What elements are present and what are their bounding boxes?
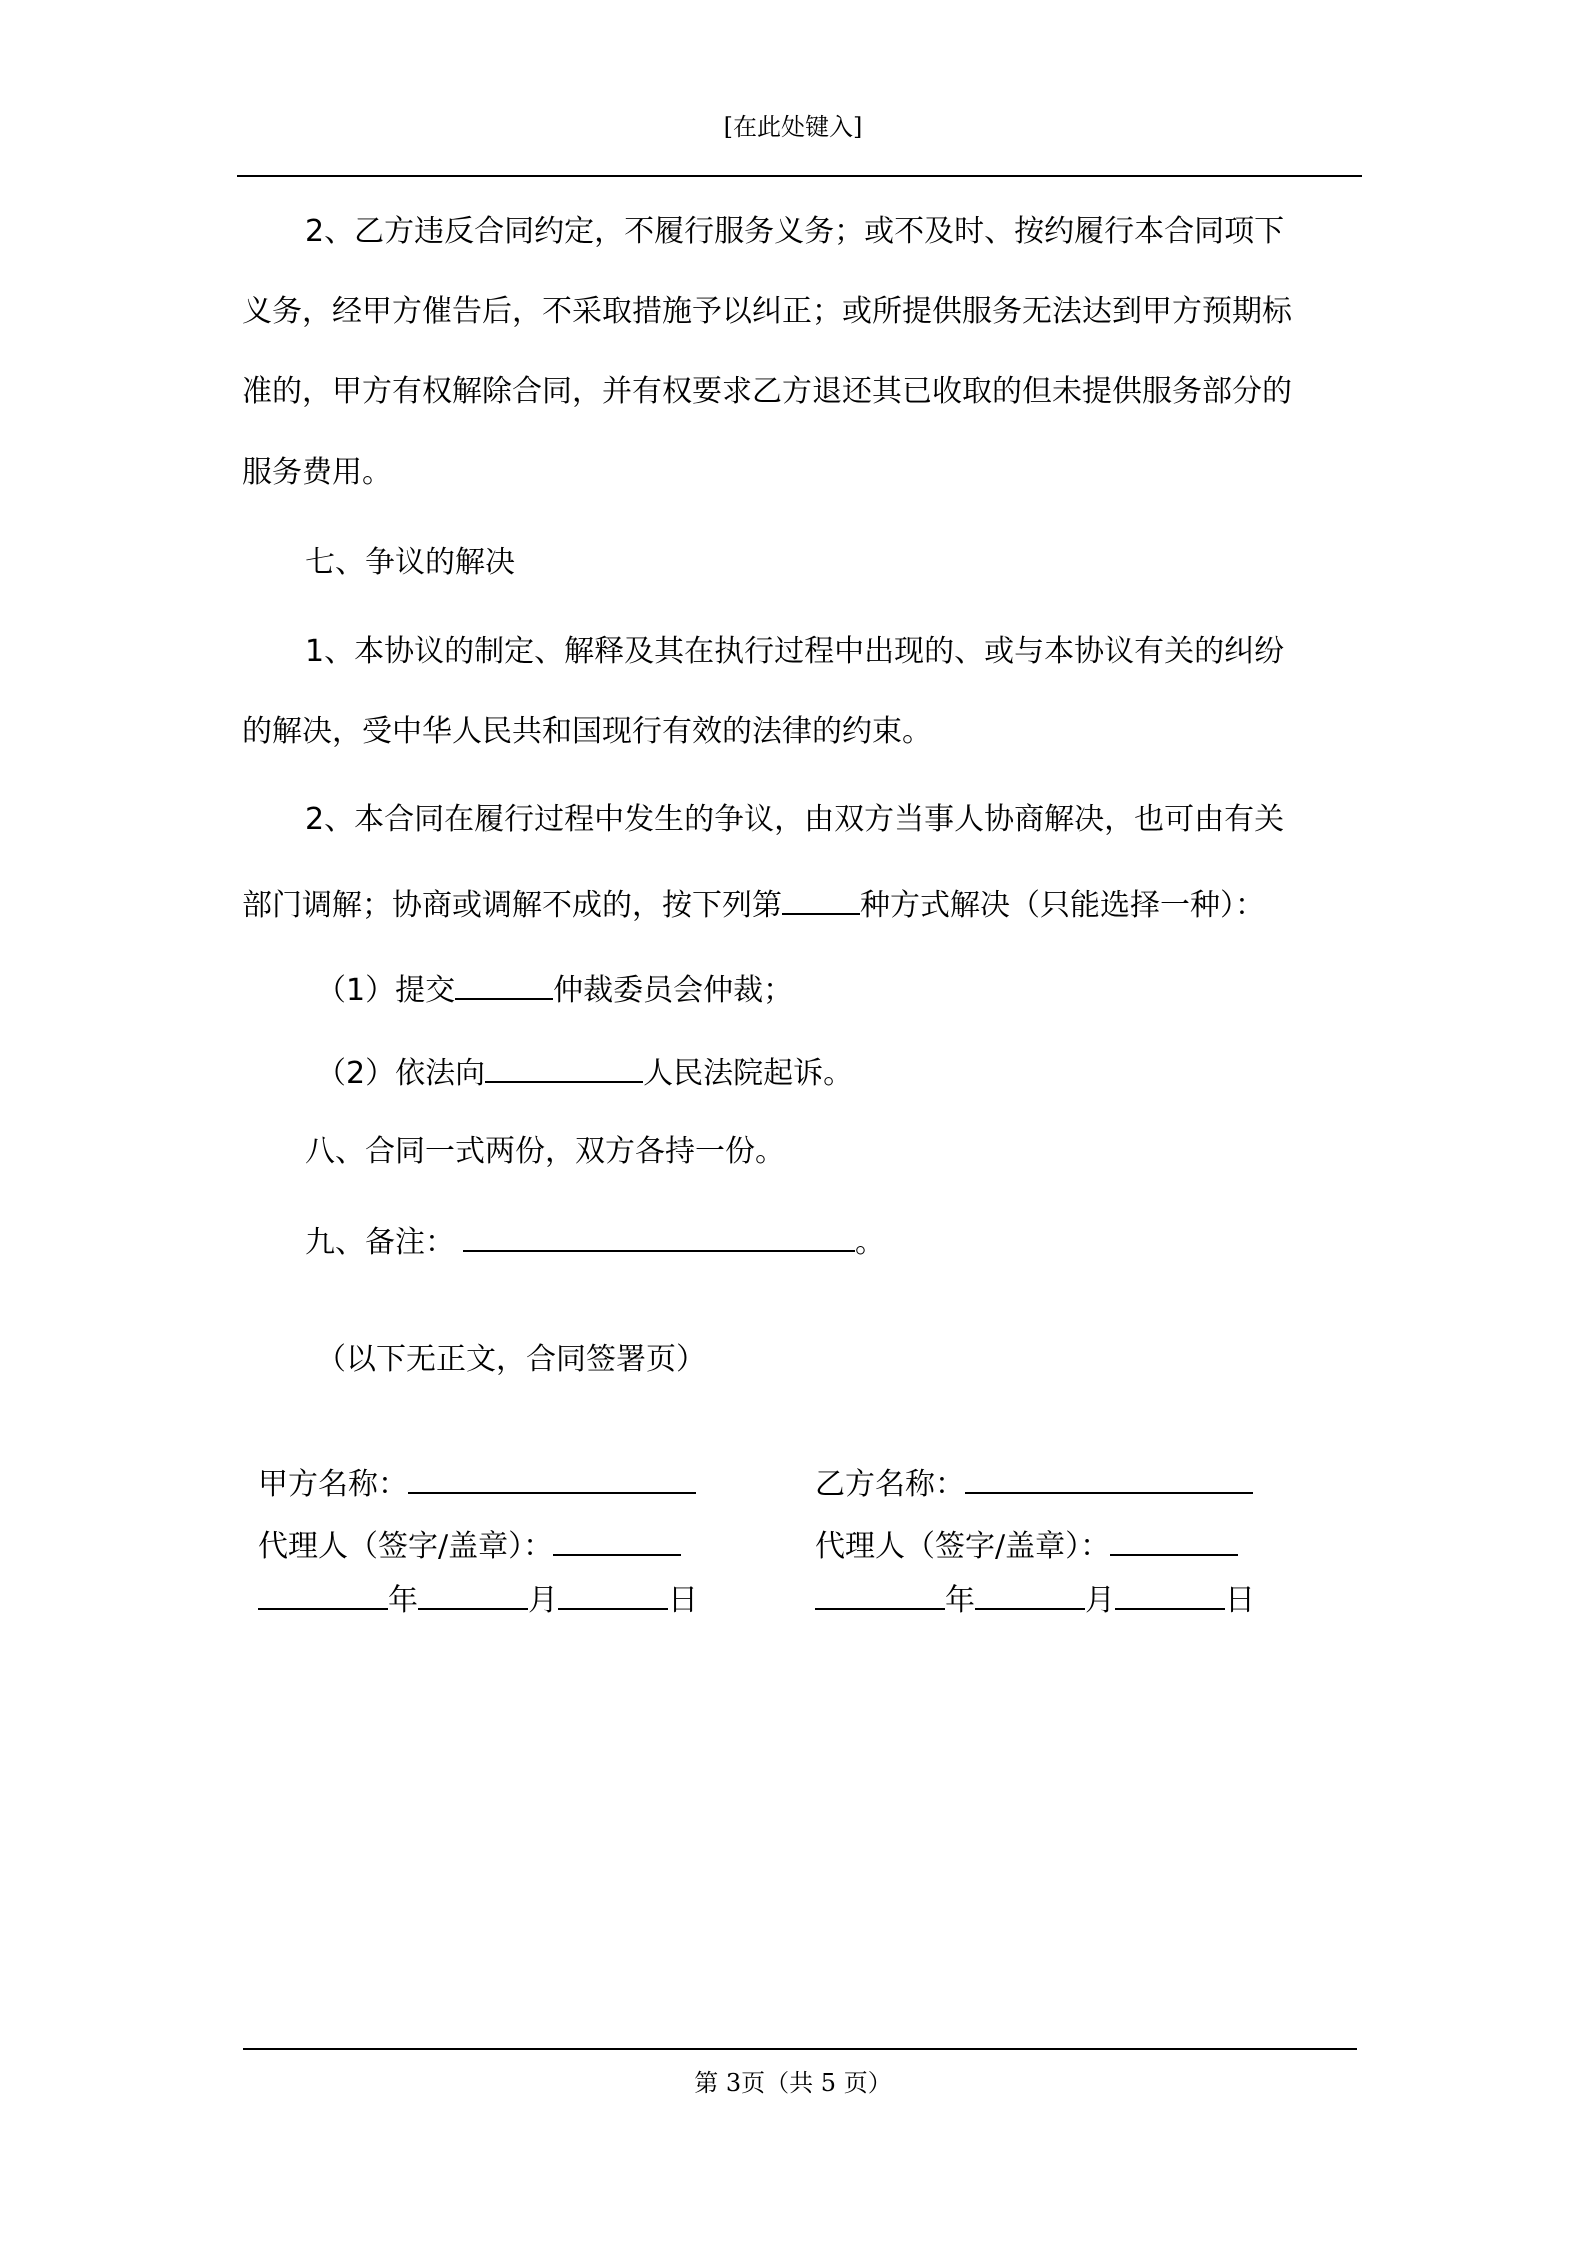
option-1-prefix: （1）提交 bbox=[316, 973, 456, 1008]
clause-7-1-line-2: 的解决，受中华人民共和国现行有效的法律的约束。 bbox=[242, 714, 932, 749]
party-b-name-row bbox=[815, 1460, 1253, 1505]
party-b-date-row bbox=[815, 1576, 1255, 1621]
option-2-line bbox=[316, 1047, 1436, 1094]
party-b-name-label: 乙方名称： bbox=[815, 1467, 965, 1502]
party-a-date-row bbox=[258, 1576, 698, 1621]
clause-7-2-line-1: 2、本合同在履行过程中发生的争议，由双方当事人协商解决，也可由有关 bbox=[305, 802, 1285, 837]
party-a-day-label: 日 bbox=[668, 1583, 698, 1618]
arbitration-committee-blank[interactable] bbox=[455, 964, 553, 1000]
page-header: [在此处键入] bbox=[723, 113, 863, 141]
party-a-day-blank[interactable] bbox=[558, 1576, 668, 1610]
court-name-blank[interactable] bbox=[485, 1047, 643, 1083]
party-b-agent-row bbox=[815, 1522, 1238, 1567]
party-b-agent-label: 代理人（签字/盖章）： bbox=[815, 1529, 1111, 1564]
option-2-suffix: 人民法院起诉。 bbox=[643, 1056, 854, 1091]
party-b-month-blank[interactable] bbox=[975, 1576, 1085, 1610]
remarks-label: 九、备注： bbox=[305, 1225, 455, 1260]
party-a-year-blank[interactable] bbox=[258, 1576, 388, 1610]
party-a-name-label: 甲方名称： bbox=[258, 1467, 408, 1502]
clause-7-2-text-after-blank: 种方式解决（只能选择一种）： bbox=[860, 888, 1265, 923]
option-2-prefix: （2）依法向 bbox=[316, 1056, 486, 1091]
party-a-month-label: 月 bbox=[528, 1583, 558, 1618]
clause-6-2-line-4: 服务费用。 bbox=[242, 455, 392, 490]
clause-6-2-line-2: 义务，经甲方催告后，不采取措施予以纠正；或所提供服务无法达到甲方预期标 bbox=[242, 294, 1292, 329]
page-footer: 第 3页（共 5 页） bbox=[694, 2069, 892, 2097]
header-divider bbox=[237, 175, 1362, 177]
party-a-name-blank[interactable] bbox=[408, 1460, 696, 1494]
party-b-month-label: 月 bbox=[1085, 1583, 1115, 1618]
party-a-agent-row bbox=[258, 1522, 681, 1567]
clause-6-2-line-3: 准的，甲方有权解除合同，并有权要求乙方退还其已收取的但未提供服务部分的 bbox=[242, 374, 1292, 409]
section-7-heading: 七、争议的解决 bbox=[305, 545, 515, 580]
party-b-name-blank[interactable] bbox=[965, 1460, 1253, 1494]
option-1-suffix: 仲裁委员会仲裁； bbox=[553, 973, 794, 1008]
party-b-year-blank[interactable] bbox=[815, 1576, 945, 1610]
clause-6-2-line-1: 2、乙方违反合同约定，不履行服务义务；或不及时、按约履行本合同项下 bbox=[305, 214, 1285, 249]
party-a-year-label: 年 bbox=[388, 1583, 418, 1618]
remarks-blank[interactable] bbox=[463, 1216, 855, 1252]
remarks-period: 。 bbox=[855, 1225, 885, 1260]
section-9-line bbox=[305, 1216, 1425, 1263]
no-more-text-note: （以下无正文，合同签署页） bbox=[316, 1342, 706, 1377]
party-b-day-blank[interactable] bbox=[1115, 1576, 1225, 1610]
party-a-agent-label: 代理人（签字/盖章）： bbox=[258, 1529, 554, 1564]
party-b-day-label: 日 bbox=[1225, 1583, 1255, 1618]
clause-7-2-text-before-blank: 部门调解；协商或调解不成的，按下列第 bbox=[242, 888, 782, 923]
method-number-blank[interactable] bbox=[782, 879, 860, 915]
party-a-month-blank[interactable] bbox=[418, 1576, 528, 1610]
party-b-year-label: 年 bbox=[945, 1583, 975, 1618]
section-8: 八、合同一式两份，双方各持一份。 bbox=[305, 1134, 785, 1169]
party-a-name-row bbox=[258, 1460, 696, 1505]
clause-7-2-line-2 bbox=[242, 879, 1362, 926]
clause-7-1-line-1: 1、本协议的制定、解释及其在执行过程中出现的、或与本协议有关的纠纷 bbox=[305, 634, 1285, 669]
party-b-agent-blank[interactable] bbox=[1110, 1522, 1238, 1556]
footer-divider bbox=[243, 2048, 1357, 2050]
party-a-agent-blank[interactable] bbox=[553, 1522, 681, 1556]
option-1-line bbox=[316, 964, 1436, 1011]
